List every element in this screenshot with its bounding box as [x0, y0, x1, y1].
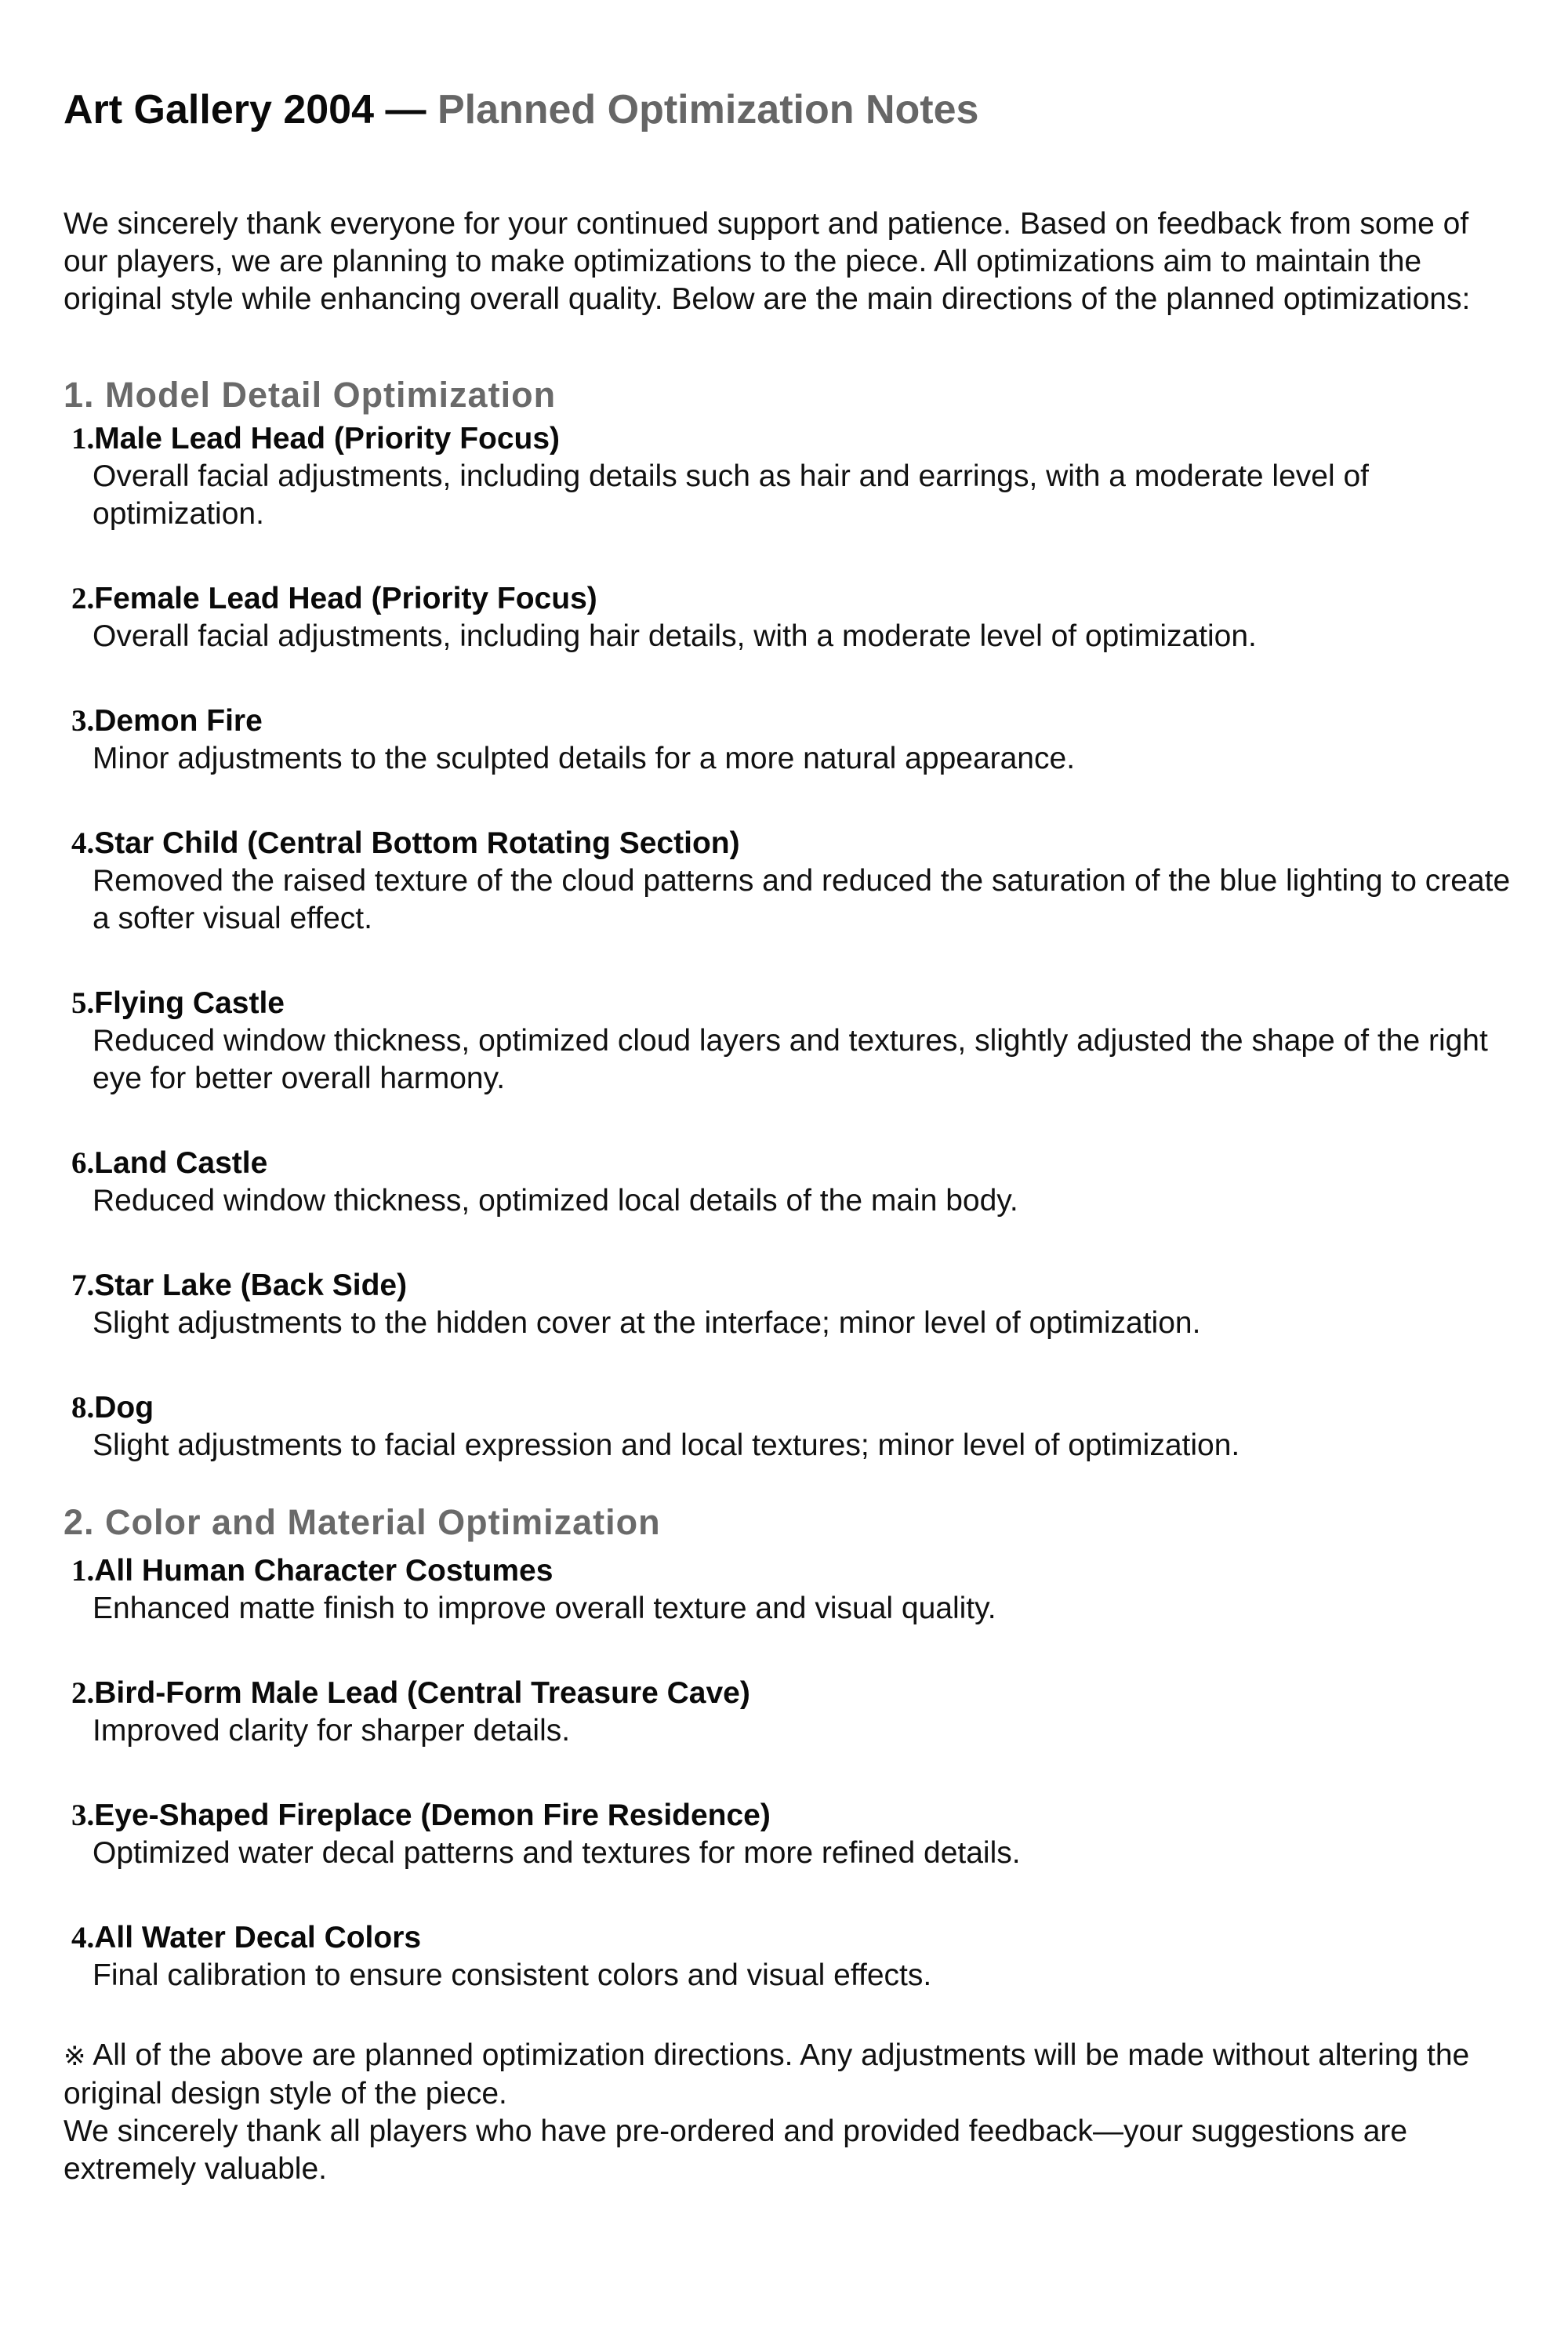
item-title [71, 1145, 1505, 1182]
item-title [71, 985, 1505, 1022]
list-item [64, 1267, 1505, 1342]
list-item [64, 1552, 1505, 1628]
item-title [71, 825, 1505, 862]
item-title-text: Star Child (Central Bottom Rotating Section) [94, 826, 740, 860]
title-main: Art Gallery 2004 [64, 87, 375, 132]
item-title [71, 702, 1505, 740]
intro-paragraph: We sincerely thank everyone for your continued support and patience. Based on feedback from some of our players, we are planning to make optimizations to the piece. All optimizations aim to maintain the original style while enhancing overall quality. Below are the main directions of the planned optimizations: [64, 207, 1471, 316]
model-detail-list [64, 420, 1511, 1465]
reference-mark: ※ [64, 2041, 86, 2072]
item-number: 3. [71, 704, 95, 738]
item-number: 6. [71, 1146, 95, 1180]
item-description: Slight adjustments to the hidden cover at the interface; minor level of optimization. [93, 1306, 1201, 1340]
item-number: 1. [71, 422, 95, 456]
item-description: Optimized water decal patterns and textures for more refined details. [93, 1836, 1021, 1870]
item-number: 2. [71, 1676, 95, 1710]
item-title [71, 1675, 1505, 1712]
item-description: Reduced window thickness, optimized cloud layers and textures, slightly adjusted the shape of the right eye for better overall harmony. [93, 1024, 1488, 1095]
item-number: 5. [71, 986, 95, 1020]
item-description: Overall facial adjustments, including details such as hair and earrings, with a moderate level of optimization. [93, 459, 1370, 531]
page-title [64, 85, 1505, 135]
list-item [64, 1675, 1505, 1750]
footer-note-text: All of the above are planned optimization directions. Any adjustments will be made without altering the original design style of the piece. [64, 2038, 1470, 2111]
item-title-text: Land Castle [94, 1146, 268, 1180]
item-description: Final calibration to ensure consistent colors and visual effects. [93, 1958, 932, 1992]
item-title [71, 1389, 1505, 1427]
item-number: 2. [71, 582, 95, 615]
item-title-text: All Water Decal Colors [94, 1921, 422, 1955]
item-title [71, 1267, 1505, 1305]
item-description: Minor adjustments to the sculpted details for a more natural appearance. [93, 742, 1076, 775]
item-title-text: Flying Castle [94, 986, 285, 1020]
list-item [64, 1145, 1505, 1220]
item-description: Slight adjustments to facial expression and local textures; minor level of optimization. [93, 1428, 1240, 1462]
footer-note [64, 2037, 1506, 2113]
item-number: 7. [71, 1269, 95, 1302]
footer-notes [64, 2037, 1506, 2188]
item-title-text: Demon Fire [94, 704, 263, 738]
footer-thanks: We sincerely thank all players who have pre-ordered and provided feedback—your suggestions are extremely valuable. [64, 2114, 1408, 2186]
item-title-text: Male Lead Head (Priority Focus) [94, 422, 561, 456]
item-description: Enhanced matte finish to improve overall texture and visual quality. [93, 1592, 996, 1625]
item-number: 3. [71, 1798, 95, 1832]
item-title [71, 1919, 1505, 1957]
list-item [64, 825, 1511, 938]
list-item [64, 1797, 1505, 1872]
item-title [71, 1797, 1505, 1835]
item-title-text: All Human Character Costumes [94, 1554, 554, 1588]
item-title-text: Dog [94, 1391, 154, 1425]
item-number: 4. [71, 826, 95, 860]
color-material-list [64, 1552, 1505, 1994]
list-item [64, 1919, 1505, 1994]
item-number: 1. [71, 1554, 95, 1588]
list-item [64, 1389, 1505, 1465]
item-number: 8. [71, 1391, 95, 1425]
list-item [64, 420, 1505, 533]
item-title [71, 420, 1505, 458]
title-dash: — [385, 87, 426, 132]
item-title [71, 1552, 1505, 1590]
list-item [64, 580, 1505, 655]
title-subtitle: Planned Optimization Notes [437, 87, 979, 132]
item-description: Removed the raised texture of the cloud patterns and reduced the saturation of the blue lighting to create a softer visual effect. [93, 864, 1511, 935]
item-title [71, 580, 1505, 618]
item-description: Overall facial adjustments, including hair details, with a moderate level of optimization. [93, 619, 1257, 653]
item-title-text: Bird-Form Male Lead (Central Treasure Cave) [94, 1676, 750, 1710]
item-number: 4. [71, 1921, 95, 1955]
section-heading-model-detail: 1. Model Detail Optimization [64, 375, 557, 415]
section-heading-color-material: 2. Color and Material Optimization [64, 1502, 661, 1542]
item-description: Reduced window thickness, optimized local details of the main body. [93, 1184, 1018, 1218]
item-description: Improved clarity for sharper details. [93, 1714, 571, 1748]
list-item [64, 985, 1505, 1098]
item-title-text: Star Lake (Back Side) [94, 1269, 408, 1302]
item-title-text: Eye-Shaped Fireplace (Demon Fire Residence) [94, 1798, 771, 1832]
item-title-text: Female Lead Head (Priority Focus) [94, 582, 597, 615]
list-item [64, 702, 1505, 778]
